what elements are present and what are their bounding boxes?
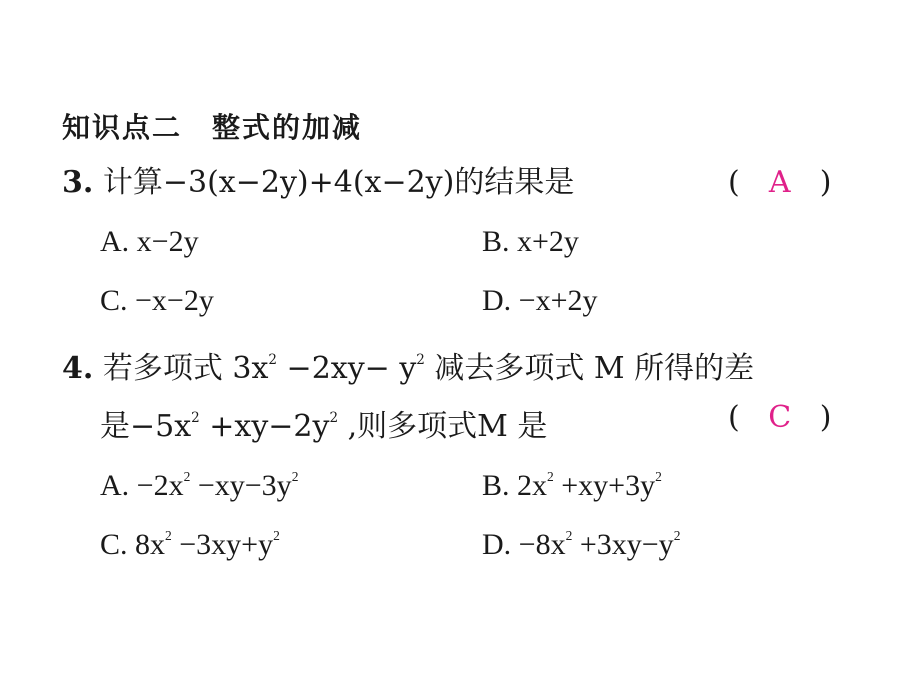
question-3-option-c: C. −x−2y [100, 284, 214, 317]
question-3-option-a: A. x−2y [100, 225, 199, 258]
paren-close: ) [819, 165, 832, 200]
question-3-option-d: D. −x+2y [482, 284, 598, 317]
question-4-text-1: 若多项式 $3x^2 -2xy- y^2$ 减去多项式 M 所得的差 [102, 351, 755, 387]
question-4-option-b: B. $2x^2 +xy+3y^2$ [482, 469, 662, 503]
question-4-stem-line-2: 是$-5x^2 +xy-2y^2$ ,则多项式M 是 [100, 409, 548, 445]
question-3-text: 计算−3(x−2y)+4(x−2y)的结果是 [102, 165, 575, 200]
question-number: 3. [62, 165, 94, 200]
question-4-option-a: A. $-2x^2 -xy-3y^2$ [100, 469, 299, 503]
question-3-stem [62, 163, 574, 203]
question-4-answer-box [728, 398, 831, 438]
question-4-option-c: C. $8x^2 -3xy+y^2$ [100, 528, 280, 562]
question-3-answer-box [728, 163, 831, 203]
question-3-answer: A [768, 165, 791, 200]
paren-open: ( [728, 165, 740, 200]
question-4-stem-line-1 [62, 340, 754, 389]
question-4-answer: C [768, 400, 792, 435]
section-title: 知识点二 整式的加减 [62, 111, 363, 144]
question-3-option-b: B. x+2y [482, 225, 579, 258]
question-4-option-d: D. $-8x^2 +3xy-y^2$ [482, 528, 681, 562]
question-number: 4. [62, 351, 94, 387]
paren-open: ( [728, 400, 740, 435]
paren-close: ) [819, 400, 832, 435]
